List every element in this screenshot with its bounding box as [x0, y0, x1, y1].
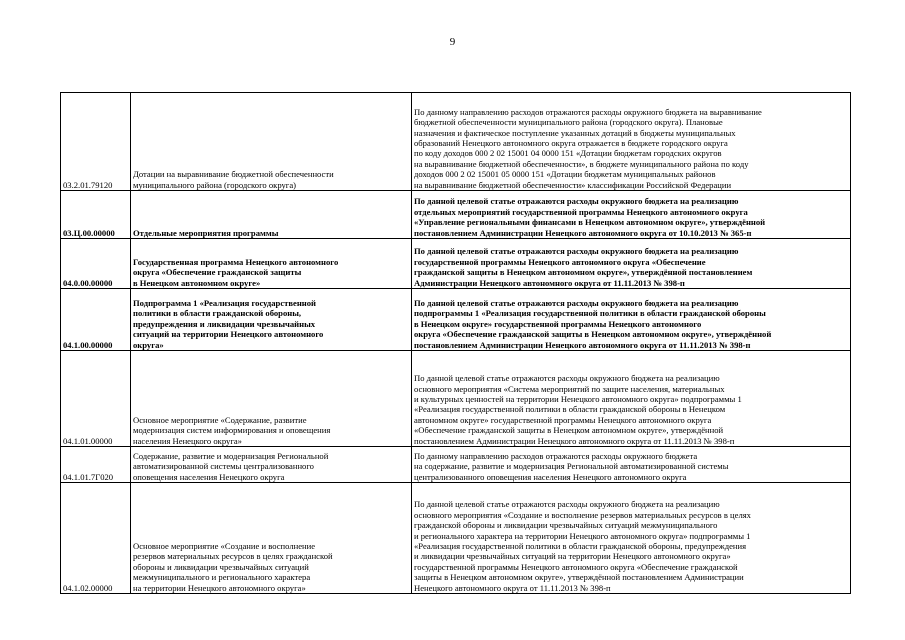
row-description: По данному направлению расходов отражаются расходы окружного бюджета на содержание, развитие и модернизация Региональной автоматизированной системы централизованного оповещения населения Ненецкого автономного округа: [412, 447, 851, 483]
row-name: Государственная программа Ненецкого автономного округа «Обеспечение гражданской защиты в Ненецком автономном округе»: [131, 239, 412, 289]
row-code: 04.1.01.00000: [61, 351, 131, 447]
page-number: 9: [449, 36, 456, 48]
table-row: [61, 93, 851, 191]
row-code: 03.2.01.79120: [61, 93, 131, 191]
table-row: [61, 483, 851, 594]
row-description: По данной целевой статье отражаются расходы окружного бюджета на реализацию подпрограммы 1 «Реализация государственной политики в области гражданской обороны в Ненецком округе» государственной программы Ненецкого автономного округа «Обеспечение гражданской защиты в Ненецком автономном округе», утверждённой постановлением Администрации Ненецкого автономного округа от 11.11.2013 № 398-п: [412, 289, 851, 351]
table-row: [61, 351, 851, 447]
table-row: [61, 239, 851, 289]
row-description: По данной целевой статье отражаются расходы окружного бюджета на реализацию государственной программы Ненецкого автономного округа «Обеспечение гражданской защиты в Ненецком автономном округе», утверждённой постановлением Администрации Ненецкого автономного округа от 11.11.2013 № 398-п: [412, 239, 851, 289]
row-name: Дотации на выравнивание бюджетной обеспеченности муниципального района (городского округа): [131, 93, 412, 191]
row-description: По данному направлению расходов отражаются расходы окружного бюджета на выравнивание бюджетной обеспеченности муниципального района (городского округа). Плановые назначения и фактическое поступление указанных дотаций в бюджеты муниципальных образований Ненецкого автономного округа отражается в бюджете городского округа по коду доходов 000 2 02 15001 04 0000 151 «Дотации бюджетам городских округов на выравнивание бюджетной обеспеченности», в бюджете муниципального района по коду доходов 000 2 02 15001 05 0000 151 «Дотации бюджетам муниципальных районов на выравнивание бюджетной обеспеченности» классификации Российской Федерации: [412, 93, 851, 191]
row-name: Основное мероприятие «Создание и восполнение резервов материальных ресурсов в целях гражданской обороны и ликвидации чрезвычайных ситуаций межмуниципального и регионального характера на территории Ненецкого автономного округа»: [131, 483, 412, 594]
row-code: 04.1.01.7Г020: [61, 447, 131, 483]
row-code: 03.Ц.00.00000: [61, 191, 131, 239]
row-code: 04.1.00.00000: [61, 289, 131, 351]
row-description: По данной целевой статье отражаются расходы окружного бюджета на реализацию отдельных мероприятий государственной программы Ненецкого автономного округа «Управление региональными финансами в Ненецком автономном округе», утверждённой постановлением Администрации Ненецкого автономного округа от 10.10.2013 № 365-п: [412, 191, 851, 239]
row-name: Основное мероприятие «Содержание, развитие модернизация систем информирования и оповещения населения Ненецкого округа»: [131, 351, 412, 447]
row-name: Содержание, развитие и модернизация Региональной автоматизированной системы централизованного оповещения населения Ненецкого округа: [131, 447, 412, 483]
row-description: По данной целевой статье отражаются расходы окружного бюджета на реализацию основного мероприятия «Создание и восполнение резервов материальных ресурсов в целях гражданской обороны и ликвидации чрезвычайных ситуаций межмуниципального и регионального характера на территории Ненецкого автономного округа» подпрограммы 1 «Реализация государственной политики в области гражданской обороны, предупреждения и ликвидации чрезвычайных ситуаций на территории Ненецкого автономного округа» государственной программы Ненецкого автономного округа «Обеспечение гражданской защиты в Ненецком автономном округе», утверждённой постановлением Администрации Ненецкого автономного округа от 11.11.2013 № 398-п: [412, 483, 851, 594]
budget-classification-table: [60, 92, 851, 594]
row-name: Отдельные мероприятия программы: [131, 191, 412, 239]
row-code: 04.0.00.00000: [61, 239, 131, 289]
table-row: [61, 289, 851, 351]
row-code: 04.1.02.00000: [61, 483, 131, 594]
row-name: Подпрограмма 1 «Реализация государственной политики в области гражданской обороны, предупреждения и ликвидации чрезвычайных ситуаций на территории Ненецкого автономного округа»: [131, 289, 412, 351]
table-row: [61, 447, 851, 483]
row-description: По данной целевой статье отражаются расходы окружного бюджета на реализацию основного мероприятия «Система мероприятий по защите населения, материальных и культурных ценностей на территории Ненецкого автономного округа» подпрограммы 1 «Реализация государственной политики в области гражданской обороны в Ненецком автономном округе» государственной программы Ненецкого автономного округа «Обеспечение гражданской защиты в Ненецком автономном округе», утверждённой постановлением Администрации Ненецкого автономного округа от 11.11.2013 № 398-п: [412, 351, 851, 447]
table-row: [61, 191, 851, 239]
